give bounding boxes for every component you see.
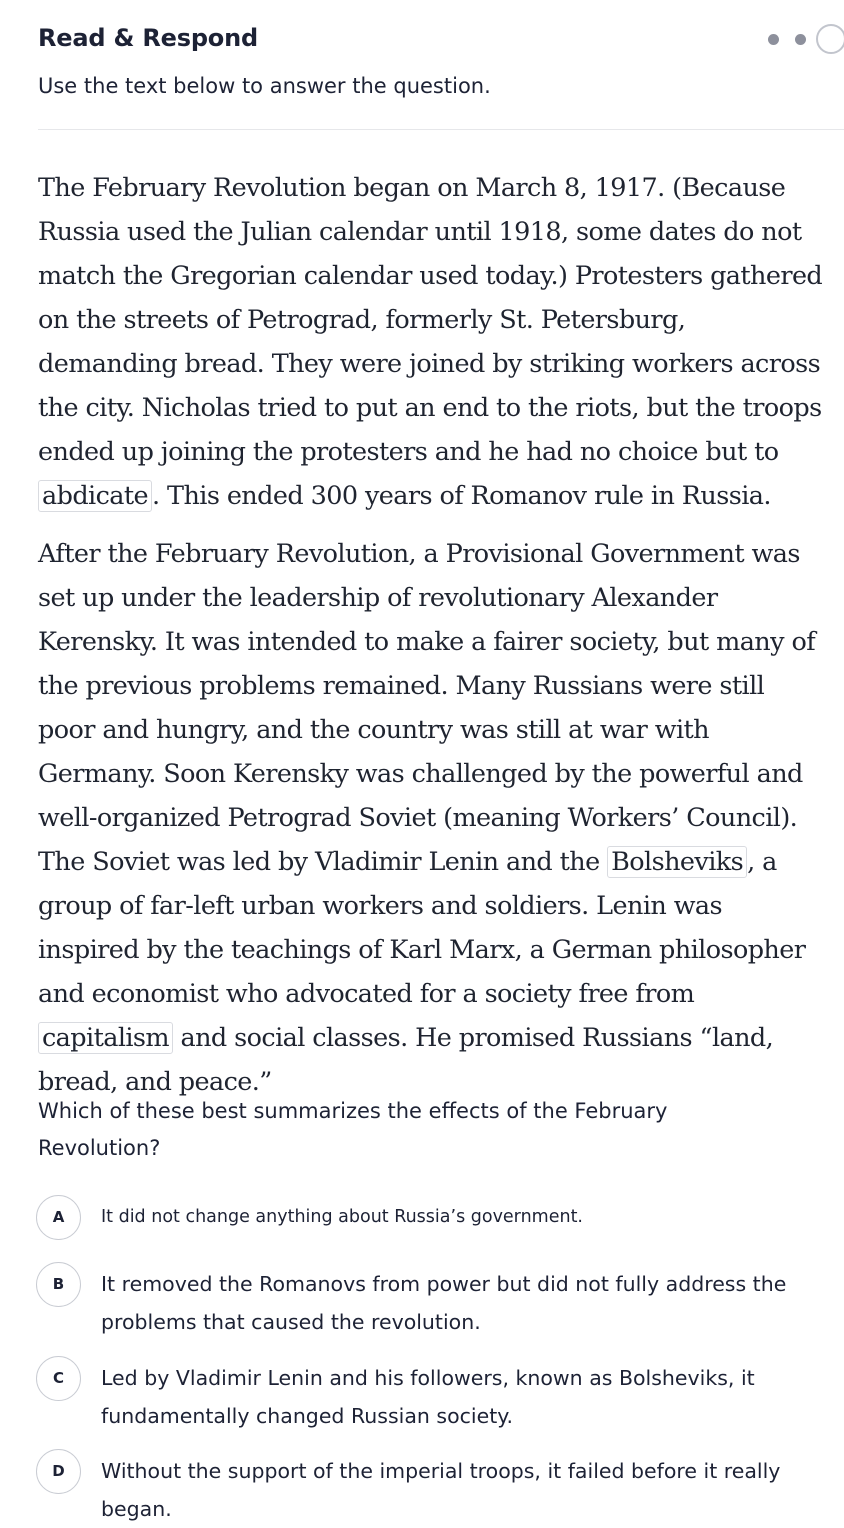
choice-letter-badge: C: [36, 1356, 81, 1401]
vocab-word-bolsheviks[interactable]: Bolsheviks: [607, 846, 747, 878]
header: [38, 22, 844, 58]
choice-text: Led by Vladimir Lenin and his followers, known as Bolsheviks, it fundamentally changed Russian society.: [101, 1366, 755, 1428]
question-text: Which of these best summarizes the effects of the February Revolution?: [38, 1099, 668, 1160]
answer-choice-a[interactable]: [36, 1195, 826, 1240]
vocab-word-capitalism[interactable]: capitalism: [38, 1022, 173, 1054]
reading-passage: [38, 166, 828, 1104]
instruction-text: Use the text below to answer the question.: [38, 74, 491, 98]
progress-step-2: [795, 34, 806, 45]
vocab-word-abdicate[interactable]: abdicate: [38, 480, 152, 512]
passage-paragraph-2: [38, 532, 828, 1104]
passage-text: and social classes. He promised Russians “land, bread, and peace.”: [38, 1023, 774, 1097]
passage-paragraph-1: [38, 166, 828, 518]
passage-text: . This ended 300 years of Romanov rule in Russia.: [152, 481, 771, 511]
progress-step-current: [816, 24, 844, 54]
answer-choice-c[interactable]: [36, 1356, 826, 1436]
answer-choice-b[interactable]: [36, 1262, 826, 1342]
progress-step-1: [768, 34, 779, 45]
answer-choice-d[interactable]: [36, 1449, 826, 1520]
divider: [38, 129, 844, 130]
choice-text: It did not change anything about Russia’s government.: [101, 1207, 583, 1227]
choice-letter-badge: A: [36, 1195, 81, 1240]
passage-text: After the February Revolution, a Provisional Government was set up under the leadership of revolutionary Alexander Kerensky. It was intended to make a fairer society, but many of the previous problems remained. Many Russians were still poor and hungry, and the country was still at war with Germany. Soon Kerensky was challenged by the powerful and well-organized Petrograd Soviet (meaning Workers’ Council). The Soviet was led by Vladimir Lenin and the: [38, 539, 816, 877]
passage-text: The February Revolution began on March 8, 1917. (Because Russia used the Julian calendar until 1918, some dates do not match the Gregorian calendar used today.) Protesters gathered on the streets of Petrograd, formerly St. Petersburg, demanding bread. They were joined by striking workers across the city. Nicholas tried to put an end to the riots, but the troops ended up joining the protesters and he had no choice but to: [38, 173, 823, 467]
choice-letter-badge: D: [36, 1449, 81, 1494]
page-title: Read & Respond: [38, 24, 258, 52]
choice-text: Without the support of the imperial troops, it failed before it really began.: [101, 1459, 781, 1521]
choice-text: It removed the Romanovs from power but did not fully address the problems that caused the revolution.: [101, 1272, 787, 1334]
passage-text: , a group of far-left urban workers and soldiers. Lenin was inspired by the teachings of Karl Marx, a German philosopher and economist who advocated for a society free from: [38, 847, 806, 1009]
choice-letter-badge: B: [36, 1262, 81, 1307]
